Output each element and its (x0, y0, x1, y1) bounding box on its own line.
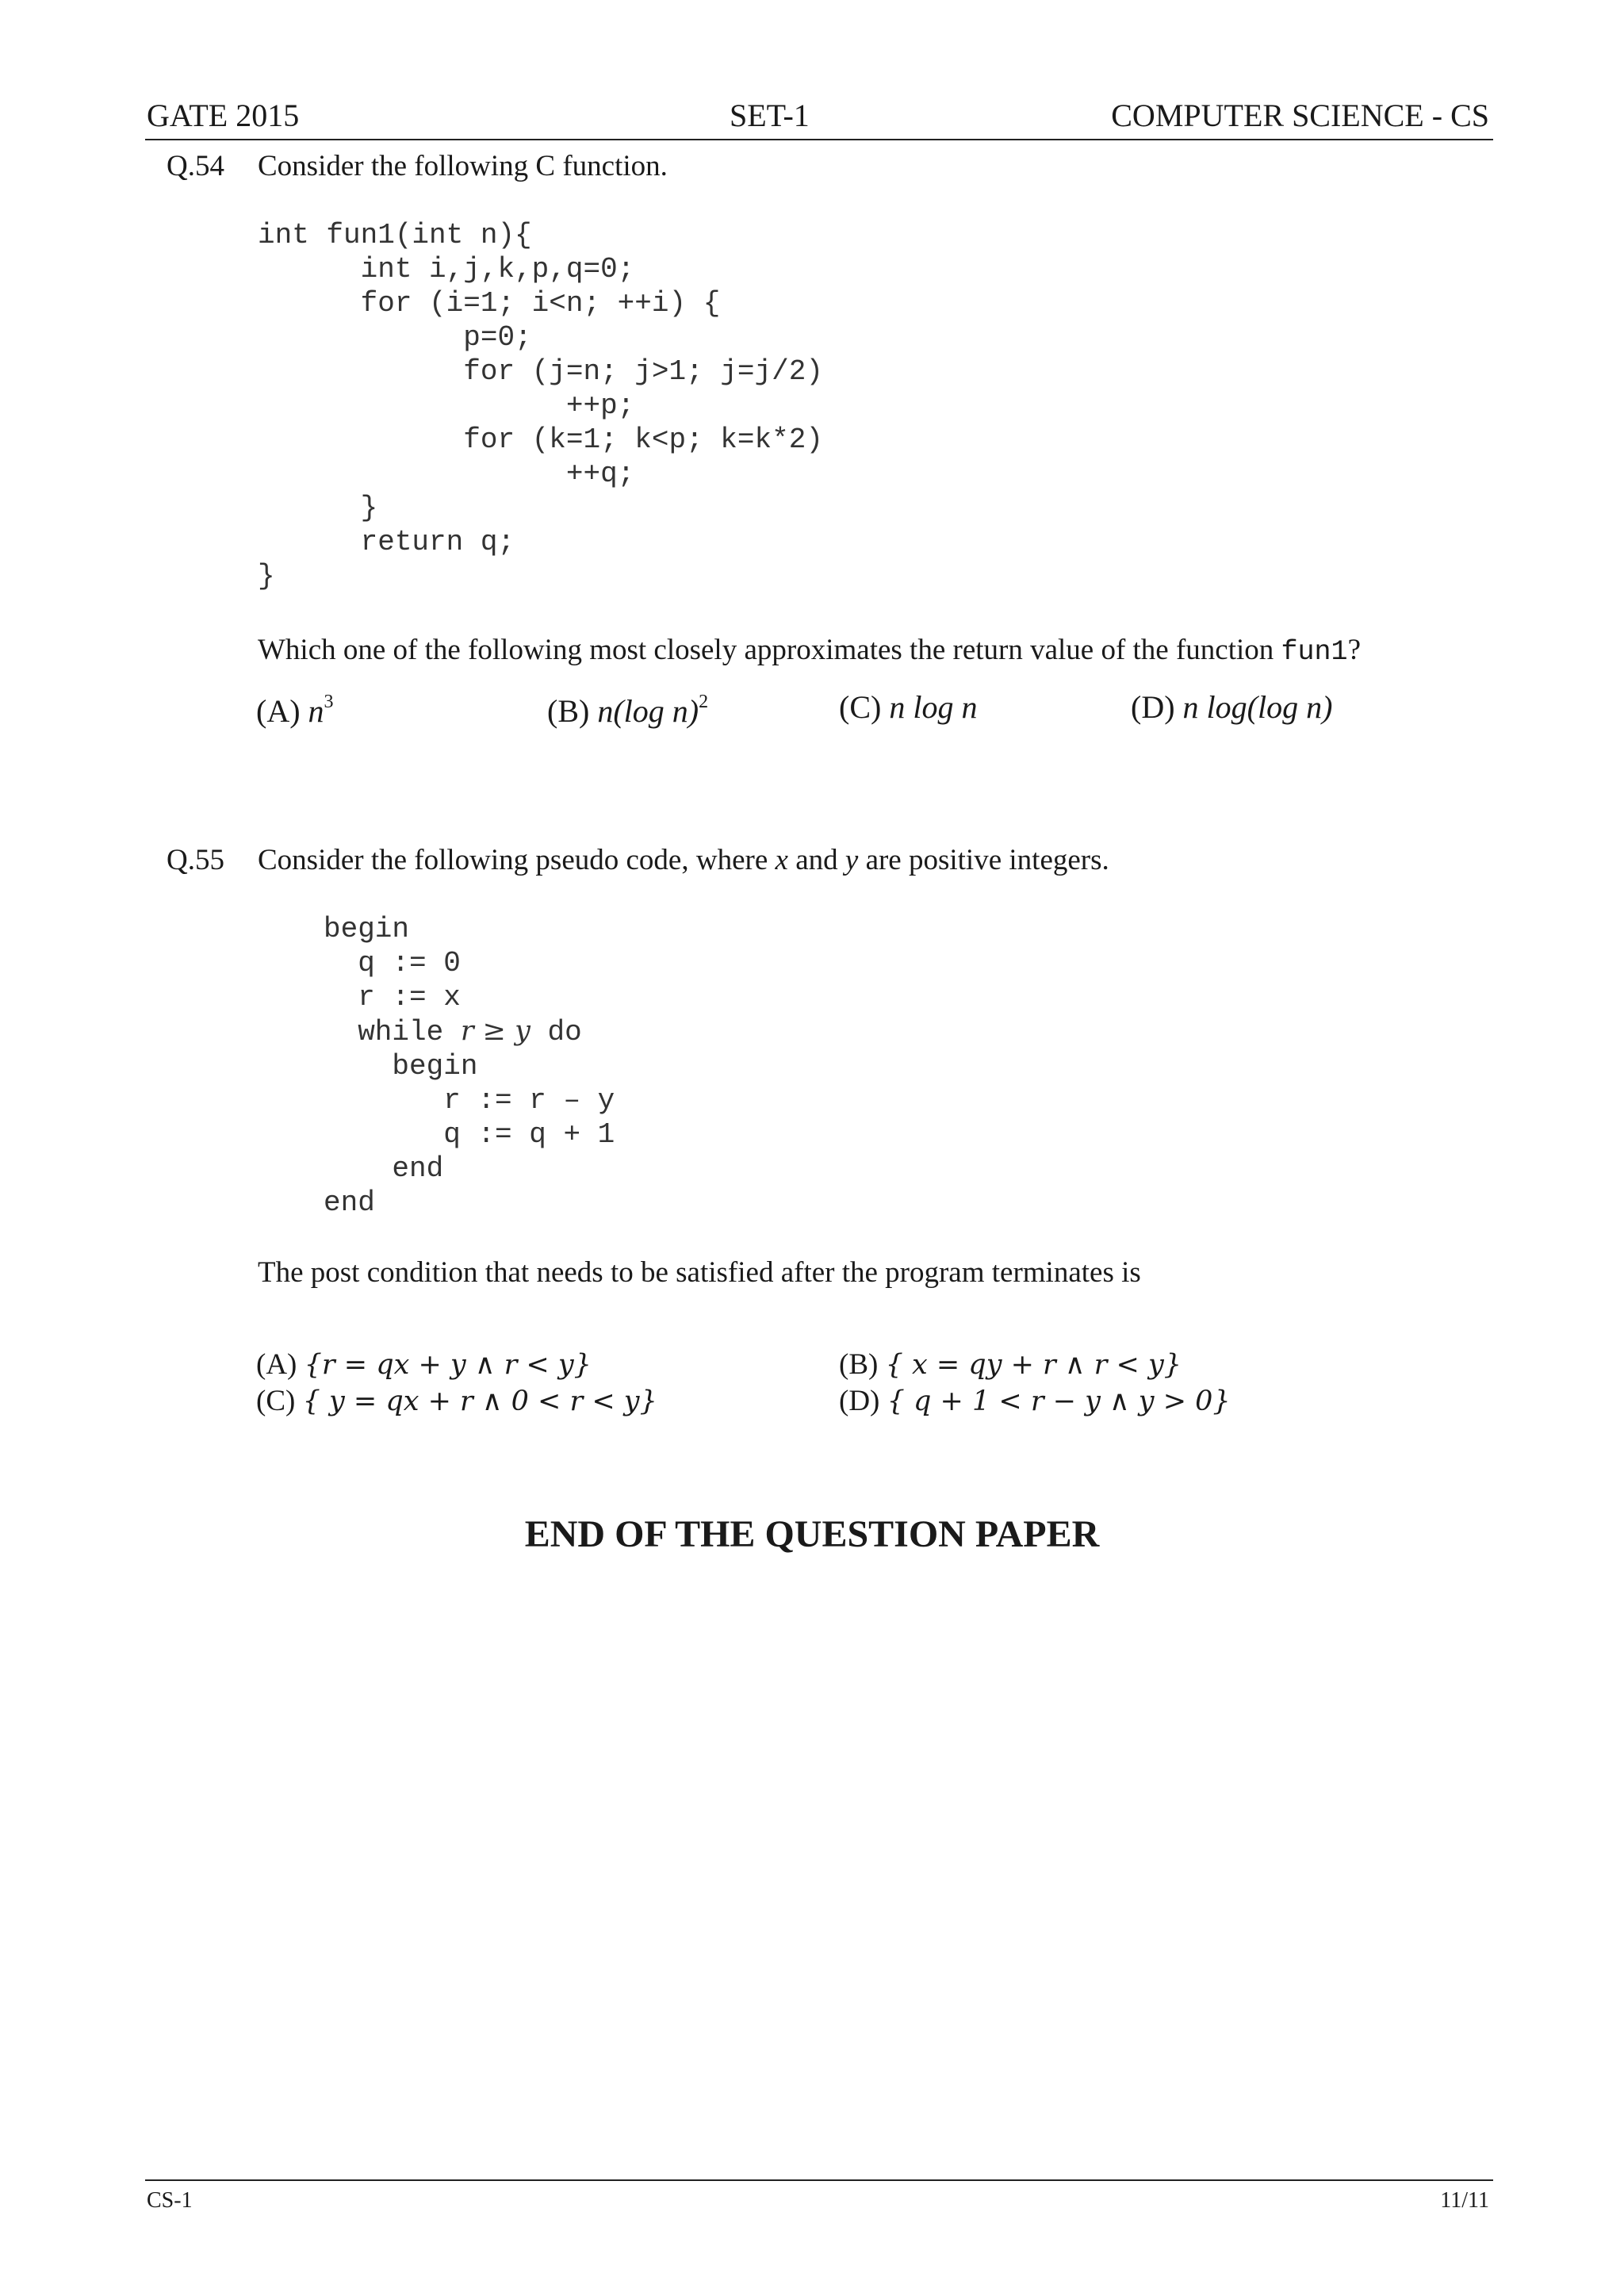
q54-option-c-label: (C) (839, 689, 882, 725)
q54-option-d-label: (D) (1131, 689, 1175, 725)
footer-rule (145, 2179, 1493, 2181)
header-rule (145, 139, 1493, 140)
q55-option-c-label: (C) (256, 1385, 296, 1417)
q55-option-b-label: (B) (839, 1348, 879, 1381)
q54-option-b-exp: 2 (699, 692, 709, 712)
end-of-paper-title: END OF THE QUESTION PAPER (524, 1513, 1100, 1555)
q55-intro-x: x (775, 844, 788, 876)
q55-option-d-value: { q + 1 < r − y ∧ y > 0} (887, 1386, 1231, 1417)
q55-option-d (839, 1384, 1231, 1419)
q54-option-d-value: n log(log n) (1182, 689, 1333, 725)
q55-code-line: begin (324, 913, 410, 945)
q55-option-b (839, 1347, 1182, 1382)
q54-number: Q.54 (167, 150, 224, 182)
q55-option-b-value: { x = qy + r ∧ r < y} (885, 1349, 1182, 1381)
footer-page-number: 11/11 (1440, 2188, 1489, 2213)
q55-code-line: r := r – y (324, 1084, 615, 1117)
q55-intro-y: y (845, 844, 859, 876)
header-set: SET-1 (730, 98, 810, 133)
q55-option-c (256, 1384, 657, 1419)
q54-option-c-value: n log n (889, 689, 978, 725)
q55-intro-part3: are positive integers. (858, 844, 1109, 876)
q54-option-a-label: (A) (256, 693, 301, 729)
q55-code-line: begin (324, 1050, 478, 1083)
q54-option-b-base: n(log n) (597, 693, 699, 729)
q55-code-while: while (324, 1016, 461, 1048)
q55-code-line: q := 0 (324, 947, 461, 979)
q55-option-a-label: (A) (256, 1348, 297, 1381)
q54-option-b (547, 692, 708, 730)
header-subject: COMPUTER SCIENCE - CS (1111, 98, 1489, 133)
q55-intro-part1: Consider the following pseudo code, where (258, 844, 776, 876)
q55-code-line: r := x (324, 981, 461, 1014)
q54-question-text: Which one of the following most closely approximates the return value of the function (258, 634, 1281, 666)
q54-option-a-exp: 3 (324, 692, 334, 712)
q54-question (258, 633, 1361, 669)
footer-paper-code: CS-1 (147, 2188, 193, 2213)
q54-intro: Consider the following C function. (258, 150, 668, 182)
q54-option-b-label: (B) (547, 693, 590, 729)
q55-intro-part2: and (787, 844, 845, 876)
q54-question-code: fun1 (1281, 636, 1348, 668)
q55-post-condition-text: The post condition that needs to be satisfied after the program terminates is (258, 1256, 1141, 1289)
q55-code-condition: r ≥ y (460, 1015, 530, 1047)
q54-question-mark: ? (1347, 634, 1361, 666)
q55-code-line: q := q + 1 (324, 1118, 615, 1151)
q55-code-line (324, 1014, 615, 1049)
q54-option-d (1131, 688, 1332, 726)
q55-code-do: do (530, 1016, 582, 1048)
q55-option-c-value: { y = qx + r ∧ 0 < r < y} (302, 1386, 657, 1417)
q55-pseudo-code (324, 912, 615, 1220)
q54-option-a (256, 692, 334, 730)
header-exam-title: GATE 2015 (147, 98, 300, 133)
q55-intro (258, 843, 1109, 878)
q54-code-block: int fun1(int n){ int i,j,k,p,q=0; for (i=1; i<n; ++i) { p=0; for (j=n; j>1; j=j/2) ++p; for (k=1; k<p; k=k*2) ++q; } return q; } (258, 219, 823, 592)
q55-code-line: end (324, 1186, 375, 1219)
q55-option-a (256, 1347, 592, 1382)
q55-number: Q.55 (167, 844, 224, 876)
q55-option-a-value: {r = qx + y ∧ r < y} (304, 1349, 592, 1381)
q55-option-d-label: (D) (839, 1385, 880, 1417)
q54-option-c (839, 688, 977, 726)
q55-code-line: end (324, 1152, 444, 1185)
q54-option-a-base: n (308, 693, 324, 729)
